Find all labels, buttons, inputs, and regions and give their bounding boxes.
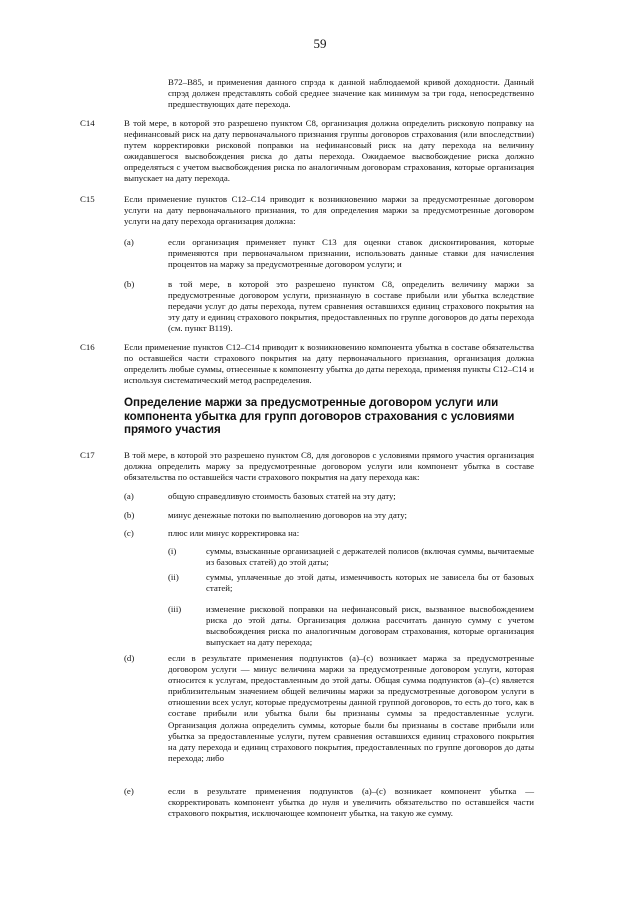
list-item-label: (e) [124,786,134,796]
sub-item-text: суммы, уплаченные до этой даты, изменчивость которых не зависела бы от базовых статей; [206,572,534,594]
list-item-label: (a) [124,237,134,247]
paragraph-label-c16: C16 [80,342,95,352]
list-item-label: (b) [124,510,135,520]
list-item-text: общую справедливую стоимость базовых статей на эту дату; [168,491,396,501]
list-item-label: (c) [124,528,134,538]
paragraph-label-c14: C14 [80,118,95,128]
sub-item-label: (iii) [168,604,182,614]
paragraph-c16: Если применение пунктов C12–C14 приводит к возникновению компонента убытка в составе обязательства по оставшейся части страхового покрытия на дату первоначального признания, организация должна определить любые суммы, отнесенные к компоненту убытка до даты перехода, применяя пункты C12–C14 и используя систематический метод распределения. [124,342,534,386]
list-item-text: если в результате применения подпунктов (a)–(c) возникает компонент убытка — скорректировать компонент убытка до нуля и увеличить обязательство по оставшейся части страхового покрытия, исключающее компонент убытка, на такую же сумму. [168,786,534,819]
list-item-text: если организация применяет пункт C13 для оценки ставок дисконтирования, которые применяются при первоначальном признании, использовать данные ставки для начисления процентов на маржу за предусмотренные договором услуги; и [168,237,534,270]
list-item-label: (a) [124,491,134,501]
list-item-label: (b) [124,279,135,289]
paragraph-label-c17: C17 [80,450,95,460]
list-item-text: плюс или минус корректировка на: [168,528,300,538]
list-item-text: если в результате применения подпунктов (a)–(c) возникает маржа за предусмотренные договором услуги — минус величина маржи за предусмотренные договором услуги, которая относится к услугам, предоставленным до этой даты. Общая сумма подпунктов (a)–(c) является приблизительным значением общей величины маржи за предусмотренные договором услуги в отношении всех услуг, которые предусмотрены данной группой договоров, то есть до того, как в составе прибыли или убытка были бы признаны суммы за предоставленные услуги. Организация должна определить суммы, которые были бы признаны в составе прибыли или убытка за предоставленные услуги, путем сравнения оставшихся единиц страхового покрытия на дату перехода и единиц страхового покрытия, предоставленных по группе договоров до даты перехода; либо [168,653,534,763]
sub-item-label: (i) [168,546,177,556]
paragraph-label-c15: C15 [80,194,95,204]
list-item-text: минус денежные потоки по выполнению договоров на эту дату; [168,510,407,520]
paragraph-c17: В той мере, в которой это разрешено пунктом C8, для договоров с условиями прямого участия организация должна определить маржу за предусмотренные договором услуги или компонент убытка в составе обязательства по оставшейся части страхового покрытия на дату перехода как: [124,450,534,483]
page-number: 59 [313,36,327,51]
list-item-label: (d) [124,653,135,663]
sub-item-text: изменение рисковой поправки на нефинансовый риск, вызванное высвобождением риска до этой даты. Организация должна рассчитать данную сумму с учетом высвобождения риска по аналогичным договорам страхования, которые организация выпускает на дату перехода; [206,604,534,648]
sub-item-text: суммы, взысканные организацией с держателей полисов (включая суммы, вычитаемые из базовых статей) до этой даты; [206,546,534,568]
paragraph-c15: Если применение пунктов C12–C14 приводит к возникновению маржи за предусмотренные договором услуги на дату первоначального признания, то для определения маржи за предусмотренные договором услуги на дату перехода организация должна: [124,194,534,227]
intro-paragraph: B72–B85, и применения данного спрэда к данной наблюдаемой кривой доходности. Данный спрэд должен представлять собой среднее значение как минимум за три года, непосредственно предшествующих дате перехода. [168,77,534,110]
paragraph-c14: В той мере, в которой это разрешено пунктом C8, организация должна определить рисковую поправку на нефинансовый риск на дату первоначального признания группы договоров страхования (или впоследствии) путем корректировки рисковой поправки на нефинансовый риск на дату перехода на величину ожидавшегося высвобождения риска до даты перехода. Ожидаемое высвобождение риска должно определяться с учетом высвобождения риска по аналогичным договорам страхования, которые организация выпускает на дату перехода. [124,118,534,184]
section-heading: Определение маржи за предусмотренные договором услуги или компонента убытка для групп договоров страхования с условиями прямого участия [124,396,515,437]
list-item-text: в той мере, в которой это разрешено пунктом C8, определить величину маржи за предусмотренные договором услуги, признанную в составе прибыли или убытка вследствие передачи услуг до даты перехода, путем сравнения оставшихся единиц страхового покрытия на эту дату и единиц страхового покрытия, предоставленных по группе договоров до даты перехода (см. пункт B119). [168,279,534,334]
sub-item-label: (ii) [168,572,179,582]
